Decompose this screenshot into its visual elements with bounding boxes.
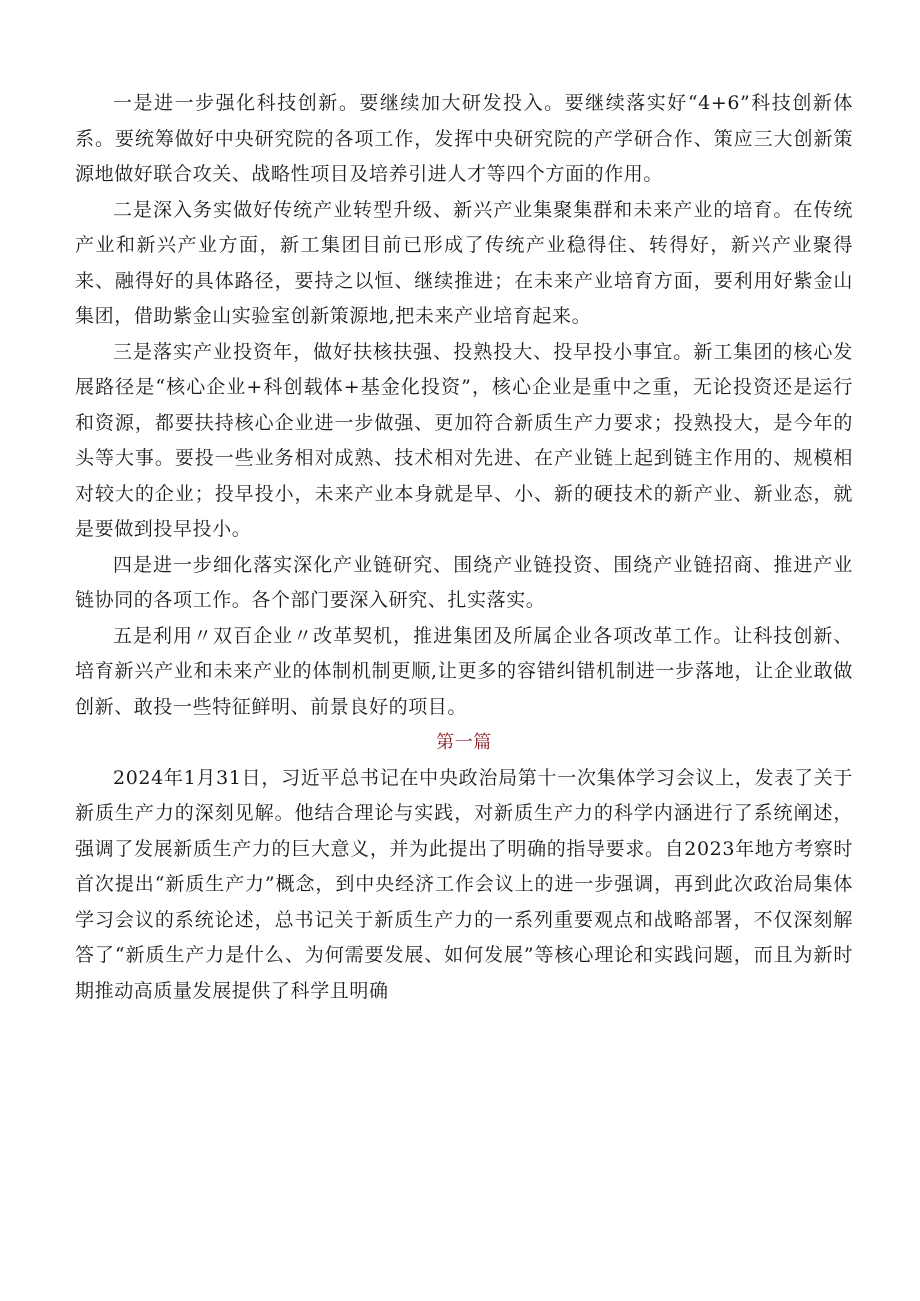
paragraph-3: 三是落实产业投资年，做好扶核扶强、投熟投大、投早投小事宜。新工集团的核心发展路径是“核心企业+科创载体+基金化投资”，核心企业是重中之重，无论投资还是运行和资源，都要扶持核心企业进一步做强、更加符合新质生产力要求；投熟投大，是今年的头等大事。要投一些业务相对成熟、技术相对先进、在产业链上起到链主作用的、规模相对较大的企业；投早投小，未来产业本身就是早、小、新的硬技术的新产业、新业态，就是要做到投早投小。 xyxy=(75,340,853,540)
paragraph-4: 四是进一步细化落实深化产业链研究、围绕产业链投资、围绕产业链招商、推进产业链协同的各项工作。各个部门要深入研究、扎实落实。 xyxy=(75,553,853,611)
section-heading: 第一篇 xyxy=(436,732,492,753)
paragraph-6: 2024年1月31日，习近平总书记在中央政治局第十一次集体学习会议上，发表了关于新质生产力的深刻见解。他结合理论与实践，对新质生产力的科学内涵进行了系统阐述，强调了发展新质生产力的巨大意义，并为此提出了明确的指导要求。自2023年地方考察时首次提出“新质生产力”概念，到中央经济工作会议上的进一步强调，再到此次政治局集体学习会议的系统论述，总书记关于新质生产力的一系列重要观点和战略部署，不仅深刻解答了“新质生产力是什么、为何需要发展、如何发展”等核心理论和实践问题，而且为新时期推动高质量发展提供了科学且明确 xyxy=(75,766,853,1002)
paragraph-5: 五是利用〃双百企业〃改革契机，推进集团及所属企业各项改革工作。让科技创新、培育新兴产业和未来产业的体制机制更顺,让更多的容错纠错机制进一步落地，让企业敢做创新、敢投一些特征鲜明、前景良好的项目。 xyxy=(75,624,853,718)
paragraph-1: 一是进一步强化科技创新。要继续加大研发投入。要继续落实好“4+6”科技创新体系。要统筹做好中央研究院的各项工作，发挥中央研究院的产学研合作、策应三大创新策源地做好联合攻关、战略性项目及培养引进人才等四个方面的作用。 xyxy=(75,92,853,185)
document-body xyxy=(75,86,853,1009)
paragraph-2: 二是深入务实做好传统产业转型升级、新兴产业集聚集群和未来产业的培育。在传统产业和新兴产业方面，新工集团目前已形成了传统产业稳得住、转得好，新兴产业聚得来、融得好的具体路径，要持之以恒、继续推进；在未来产业培育方面，要利用好紫金山集团，借助紫金山实验室创新策源地,把未来产业培育起来。 xyxy=(75,198,853,327)
